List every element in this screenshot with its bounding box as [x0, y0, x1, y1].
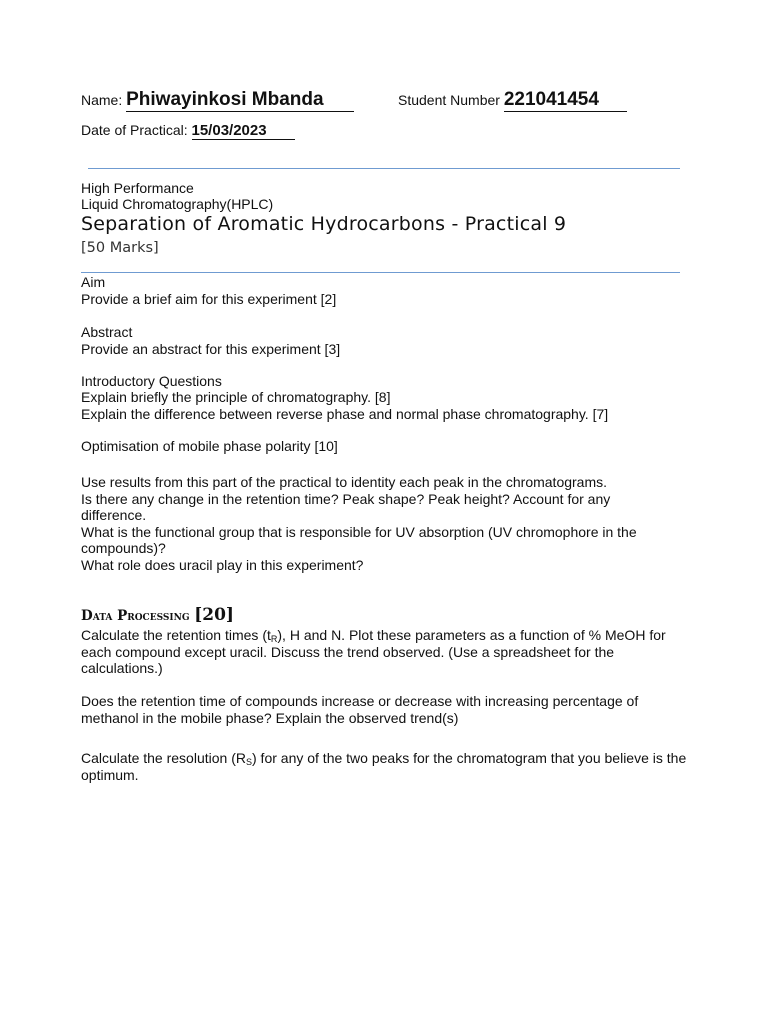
dp-paragraph-1-line-3: calculations.): [81, 660, 163, 676]
student-number-row: [398, 89, 627, 112]
aim-text: Provide a brief aim for this experiment [2]: [81, 291, 337, 307]
dp-p1-text-a: Calculate the retention times (t: [81, 627, 271, 643]
data-processing-heading: [81, 605, 234, 625]
abstract-heading: Abstract: [81, 324, 133, 340]
dp-p3-text-b: ) for any of the two peaks for the chromatogram that you believe is the: [252, 750, 687, 766]
optimisation-line-3: difference.: [81, 507, 147, 523]
name-row: [81, 89, 354, 112]
dp-paragraph-2-line-2: methanol in the mobile phase? Explain the observed trend(s): [81, 710, 459, 726]
dp-paragraph-2-line-1: Does the retention time of compounds increase or decrease with increasing percentage of: [81, 693, 639, 709]
dp-p1-subscript: R: [270, 634, 278, 644]
intro-heading: Introductory Questions: [81, 373, 222, 389]
optimisation-line-4: What is the functional group that is responsible for UV absorption (UV chromophore in the: [81, 524, 637, 540]
subtitle-line-2: Liquid Chromatography(HPLC): [81, 196, 274, 212]
optimisation-line-2: Is there any change in the retention time? Peak shape? Peak height? Account for any: [81, 491, 611, 507]
name-value: Phiwayinkosi Mbanda: [126, 89, 353, 112]
dp-p3-subscript: S: [245, 757, 252, 767]
dp-paragraph-1-line-2: each compound except uracil. Discuss the trend observed. (Use a spreadsheet for the: [81, 644, 615, 660]
optimisation-line-6: What role does uracil play in this experiment?: [81, 557, 364, 573]
abstract-text: Provide an abstract for this experiment [3]: [81, 341, 341, 357]
dp-paragraph-3-line-1: [81, 750, 686, 771]
total-marks: [50 Marks]: [81, 240, 159, 256]
dp-p3-text-a: Calculate the resolution (R: [81, 750, 246, 766]
student-number-value: 221041454: [504, 89, 627, 112]
student-number-label: Student Number: [398, 92, 504, 108]
date-row: [81, 122, 295, 140]
intro-question-1: Explain briefly the principle of chromatography. [8]: [81, 389, 391, 405]
date-label: Date of Practical:: [81, 122, 192, 138]
name-label: Name:: [81, 92, 127, 108]
optimisation-line-1: Use results from this part of the practical to identity each peak in the chromatograms.: [81, 474, 608, 490]
aim-heading: Aim: [81, 274, 106, 290]
data-processing-heading-text: Data Processing: [81, 608, 195, 624]
divider-top: [88, 168, 680, 169]
subtitle-line-1: High Performance: [81, 180, 194, 196]
divider-title: [81, 272, 680, 273]
intro-question-2: Explain the difference between reverse phase and normal phase chromatography. [7]: [81, 406, 609, 422]
page-title: Separation of Aromatic Hydrocarbons - Practical 9: [81, 213, 567, 235]
optimisation-line-5: compounds)?: [81, 540, 166, 556]
dp-p1-text-b: ), H and N. Plot these parameters as a function of % MeOH for: [277, 627, 666, 643]
dp-paragraph-3-line-2: optimum.: [81, 767, 139, 783]
date-value: 15/03/2023: [192, 122, 295, 140]
data-processing-heading-marks: [20]: [194, 605, 234, 625]
optimisation-heading: Optimisation of mobile phase polarity [10]: [81, 438, 338, 454]
